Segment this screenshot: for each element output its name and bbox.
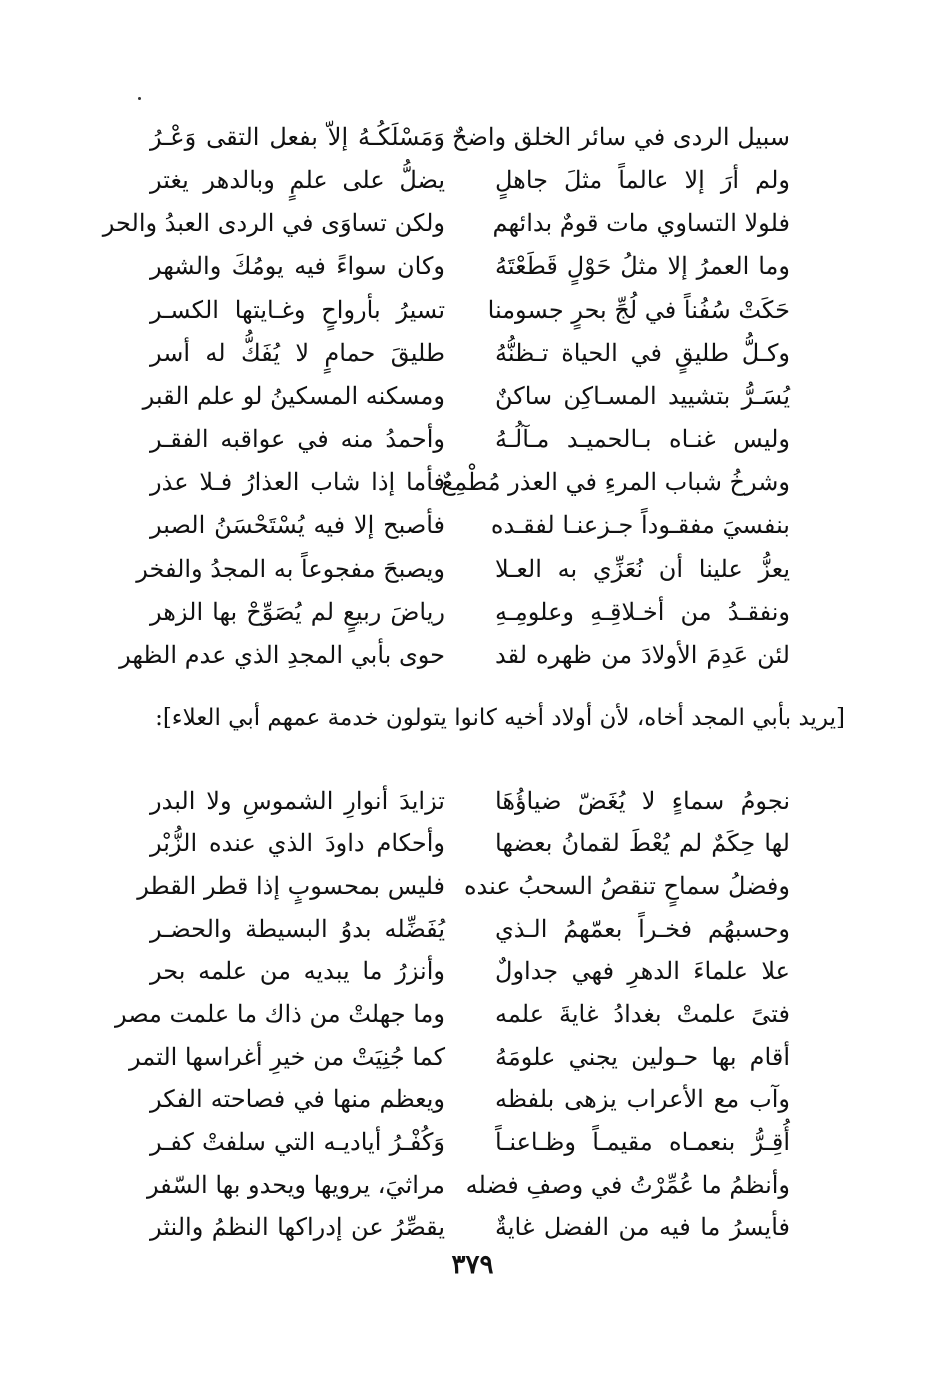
verse-line	[150, 418, 790, 461]
verse-first-hemistich: أقام بها حـولين يجني علومَهُ	[495, 1042, 790, 1071]
verse-line	[150, 116, 790, 159]
verse-second-hemistich: ويعظم منها في فصاحته الفكر	[150, 1085, 445, 1114]
verse-first-hemistich: وكـلُّ طليقٍ في الحياة تـظنُّهُ	[495, 338, 790, 367]
verse-line	[150, 332, 790, 375]
verse-line	[150, 289, 790, 332]
verse-first-hemistich: يُسَـرُّ بتشييد المسـاكِن ساكنٌ	[495, 381, 790, 410]
verse-second-hemistich: فأما إذا شاب العذارُ فـلا عذر	[150, 468, 445, 497]
verse-second-hemistich: كما جُنِيَتْ من خيرِ أغراسها التمر	[128, 1042, 445, 1071]
verse-first-hemistich: ونفقـدُ من أخـلاقِـهِ وعلومِـهِ	[495, 597, 790, 626]
verse-first-hemistich: نجومُ سماءٍ لا يُغَضّ ضياؤُهَا	[495, 786, 790, 815]
verse-line	[115, 993, 790, 1036]
verse-first-hemistich: حَكَتْ سُفُناً في لُجِّ بحرٍ جسومنا	[487, 295, 790, 324]
verse-second-hemistich: تزايدَ أنوارِ الشموسِ ولا البدر	[150, 786, 445, 815]
verse-second-hemistich: وَمَسْلَكُـهُ إلاّ بفعل التقى وَعْـرُ	[150, 122, 445, 151]
verse-line	[146, 1164, 790, 1207]
verse-first-hemistich: سبيل الردى في سائر الخلق واضحٌ	[452, 122, 790, 151]
verse-second-hemistich: وأحمدُ منه في عواقبه الفقـر	[150, 425, 445, 454]
verse-line	[150, 908, 790, 951]
verse-first-hemistich: ولم أرَ إلا عالماً مثلَ جاهلٍ	[495, 165, 790, 194]
verse-line	[136, 548, 790, 591]
verse-line	[150, 462, 790, 505]
verse-second-hemistich: وَكُفْـرُ أياديـه التي سلفتْ كفـر	[150, 1128, 445, 1157]
verse-second-hemistich: تسيرُ بأرواحٍ وغـايتها الكسـر	[150, 295, 445, 324]
verse-second-hemistich: رياضَ ربيعٍ لم يُصَوِّحْ بها الزهر	[150, 597, 445, 626]
verse-line	[150, 823, 790, 866]
verse-first-hemistich: وآب مع الأعراب يزهى بلفظه	[495, 1085, 790, 1114]
verse-second-hemistich: فأصبح إلا فيه يُسْتَحْسَنُ الصبر	[150, 511, 445, 540]
speck-mark	[138, 97, 141, 100]
verse-second-hemistich: يقصِّرُ عن إدراكها النظمُ والنثر	[150, 1213, 445, 1242]
verse-first-hemistich: فتىً علمتْ بغدادُ غايةَ علمه	[495, 999, 790, 1028]
verse-first-hemistich: لها حِكَمٌ لم يُعْطَ لقمانُ بعضها	[495, 829, 790, 858]
verse-line	[102, 202, 790, 245]
verse-line	[150, 505, 790, 548]
verse-first-hemistich: علا علماءَ الدهرِ فهي جداولٌ	[495, 957, 790, 986]
verse-second-hemistich: وما جهلتْ من ذاك ما علمت مصر	[115, 999, 445, 1028]
verse-second-hemistich: وكان سواءً فيه يومُكَ والشهر	[150, 252, 445, 281]
verse-second-hemistich: فليس بمحسوبٍ إذا قطر القطر	[137, 871, 445, 900]
verse-second-hemistich: ويصبحَ مفجوعاً به المجدُ والفخر	[136, 554, 445, 583]
verse-line	[142, 375, 790, 418]
verse-line	[150, 246, 790, 289]
verse-first-hemistich: وفضلُ سماحٍ تنقصُ السحبُ عنده	[463, 871, 790, 900]
poem-first-section	[102, 116, 790, 677]
poem-second-section	[115, 780, 790, 1250]
verse-line	[150, 780, 790, 823]
verse-line	[128, 1036, 790, 1079]
verse-second-hemistich: مراثيَ، يرويها ويحدو بها السّفر	[146, 1170, 445, 1199]
verse-line	[137, 865, 790, 908]
verse-line	[150, 159, 790, 202]
verse-second-hemistich: طليقَ حمامٍ لا يُفَكُّ له أسر	[150, 338, 445, 367]
verse-second-hemistich: حوى بأبي المجدِ الذي عدم الظهر	[119, 641, 445, 670]
verse-second-hemistich: يضلُّ على علمٍ وبالدهر يغتر	[150, 165, 445, 194]
verse-line	[150, 1079, 790, 1122]
verse-first-hemistich: يعزُّ علينا أن نُعَزِّي به العـلا	[495, 554, 790, 583]
verse-line	[150, 591, 790, 634]
verse-first-hemistich: لئن عَدِمَ الأولادَ من ظهره لقد	[495, 641, 790, 670]
verse-first-hemistich: فأيسرُ ما فيه من الفضل غايةٌ	[495, 1213, 790, 1242]
verse-first-hemistich: فلولا التساوي مات قومٌ بدائهم	[492, 209, 790, 238]
verse-second-hemistich: ومسكنه المسكينُ لو علم القبر	[142, 381, 445, 410]
verse-line	[150, 1122, 790, 1165]
verse-line	[119, 634, 790, 677]
verse-second-hemistich: وأنزرُ ما يبديه من علمه بحر	[150, 957, 445, 986]
verse-first-hemistich: وحسبهُم فخـراً بعمّهمُ الـذي	[495, 914, 790, 943]
verse-first-hemistich: وليس غنـاه بـالحميـد مـآلُـهُ	[495, 425, 790, 454]
verse-line	[150, 951, 790, 994]
verse-first-hemistich: بنفسيَ مفقـوداً جـزعنـا لفقـده	[490, 511, 790, 540]
page-number: ٣٧٩	[451, 1250, 494, 1280]
verse-second-hemistich: يُفَضِّله بدوُ البسيطة والحضـر	[150, 914, 445, 943]
prose-note: [يريد بأبي المجد أخاه، لأن أولاد أخيه كانوا يتولون خدمة عمهم أبي العلاء]:	[155, 705, 845, 731]
verse-first-hemistich: وشرخُ شباب المرءِ في العذر مُطْمِعٌ	[441, 468, 790, 497]
verse-first-hemistich: وأنظمُ ما عُمِّرْتُ في وصفِ فضله	[465, 1170, 790, 1199]
verse-first-hemistich: أُقِـرُّ بنعمـاه مقيمـاً وظـاعنـاً	[495, 1128, 790, 1157]
verse-first-hemistich: وما العمرُ إلا مثلُ حَوْلٍ قَطَعْتَهُ	[495, 252, 790, 281]
verse-second-hemistich: وأحكام داودَ الذي عنده الزُّبْر	[150, 829, 445, 858]
verse-line	[150, 1207, 790, 1250]
verse-second-hemistich: ولكن تساوَى في الردى العبدُ والحر	[102, 209, 445, 238]
